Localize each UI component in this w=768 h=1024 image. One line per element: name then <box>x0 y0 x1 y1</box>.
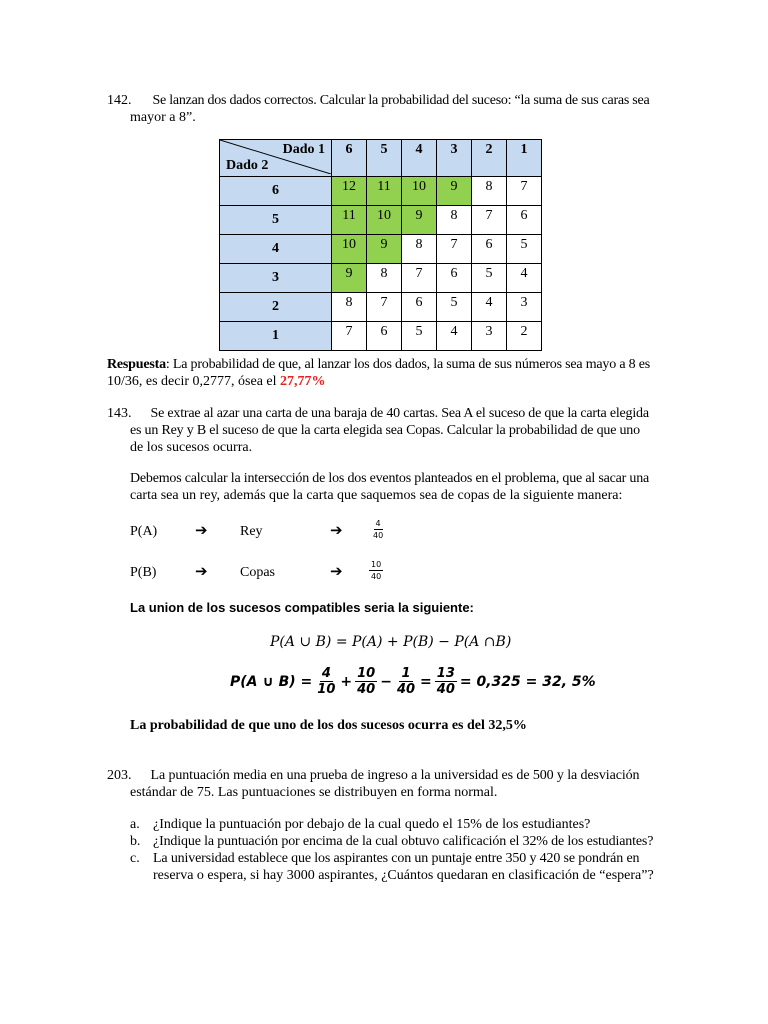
fraction-numerator: 10 <box>357 666 376 681</box>
problem-text-cont: mayor a 8”. <box>130 110 196 125</box>
item-text-cont: reserva o espera, si hay 3000 aspirantes, ¿Cuántos quedaran en clasificación de “espera”? <box>153 868 654 883</box>
problem-203 <box>107 767 677 801</box>
pa-fraction <box>371 518 385 541</box>
table-cell: 8 <box>367 264 402 293</box>
table-cell: 11 <box>332 206 367 235</box>
pb-fraction <box>369 559 383 582</box>
union-heading: La union de los sucesos compatibles seria la siguiente: <box>130 600 474 615</box>
explanation-line: carta sea un rey, además que la carta que saquemos sea de copas de la siguiente manera: <box>130 488 623 503</box>
question-list <box>130 816 690 884</box>
row-header: 2 <box>220 293 332 322</box>
table-cell: 10 <box>402 177 437 206</box>
list-item <box>130 816 690 833</box>
table-cell: 7 <box>507 177 542 206</box>
problem-number: 142. <box>107 93 132 108</box>
col-header: 4 <box>402 140 437 177</box>
arrow-right-icon: ➔ <box>330 562 343 580</box>
table-header-row <box>220 140 542 177</box>
table-cell: 8 <box>402 235 437 264</box>
conclusion-143: La probabilidad de que uno de los dos sucesos ocurra es del 32,5% <box>130 718 527 733</box>
problem-number: 143. <box>107 406 132 421</box>
list-item <box>130 850 690 884</box>
table-cell: 2 <box>507 322 542 351</box>
item-text: ¿Indique la puntuación por encima de la cual obtuvo calificación el 32% de los estudiantes? <box>153 834 654 849</box>
formula-result: = 0,325 = 32, 5% <box>459 673 596 690</box>
problem-203-items <box>130 816 690 884</box>
table-cell: 8 <box>332 293 367 322</box>
problem-143 <box>107 405 677 456</box>
arrow-right-icon: ➔ <box>195 562 208 580</box>
problem-text: Se lanzan dos dados correctos. Calcular la probabilidad del suceso: “la suma de sus caras sea <box>152 93 650 108</box>
table-cell: 8 <box>472 177 507 206</box>
fraction <box>395 666 417 697</box>
col-header: 5 <box>367 140 402 177</box>
table-cell: 10 <box>367 206 402 235</box>
table-cell: 9 <box>402 206 437 235</box>
table-row <box>220 177 542 206</box>
answer-text-cont: 10/36, es decir 0,2777, ósea el <box>107 374 281 389</box>
table-row <box>220 293 542 322</box>
problem-text-cont: es un Rey y B el suceso de que la carta elegida sea Copas. Calcular la probabilidad de que uno <box>130 423 640 438</box>
fraction-denominator: 40 <box>373 531 384 540</box>
table-cell: 4 <box>472 293 507 322</box>
item-label: c. <box>130 851 140 866</box>
table-cell: 4 <box>507 264 542 293</box>
fraction-denominator: 40 <box>357 682 376 697</box>
table-row <box>220 264 542 293</box>
answer-text: : La probabilidad de que, al lanzar los dos dados, la suma de sus números sea mayo a 8 es <box>165 357 650 372</box>
arrow-right-icon: ➔ <box>195 521 208 539</box>
table-cell: 9 <box>437 177 472 206</box>
fraction-numerator: 10 <box>371 560 382 569</box>
row-header: 5 <box>220 206 332 235</box>
table-cell: 5 <box>437 293 472 322</box>
fraction <box>355 666 377 697</box>
problem-142 <box>107 92 667 126</box>
table-row <box>220 322 542 351</box>
fraction-numerator: 13 <box>436 666 455 681</box>
fraction-numerator: 1 <box>401 666 411 681</box>
union-calculation <box>230 666 596 697</box>
table-cell: 7 <box>402 264 437 293</box>
fraction-denominator: 40 <box>436 682 455 697</box>
problem-text: La puntuación media en una prueba de ingreso a la universidad es de 500 y la desviación <box>150 768 640 783</box>
col-header: 6 <box>332 140 367 177</box>
item-label: a. <box>130 817 140 832</box>
table-corner-cell <box>220 140 332 177</box>
table-cell: 11 <box>367 177 402 206</box>
fraction <box>435 666 457 697</box>
table-cell: 3 <box>507 293 542 322</box>
row-header: 3 <box>220 264 332 293</box>
table-cell: 9 <box>367 235 402 264</box>
col-header: 2 <box>472 140 507 177</box>
fraction-numerator: 4 <box>375 519 381 528</box>
operator-plus: + <box>340 673 353 690</box>
answer-highlight: 27,77% <box>280 374 326 389</box>
item-label: b. <box>130 834 141 849</box>
table-cell: 7 <box>437 235 472 264</box>
fraction-numerator: 4 <box>321 666 331 681</box>
table-cell: 6 <box>402 293 437 322</box>
pb-label: P(B) <box>130 565 157 580</box>
table-cell: 6 <box>367 322 402 351</box>
table-cell: 4 <box>437 322 472 351</box>
table-cell: 7 <box>367 293 402 322</box>
table-cell: 7 <box>332 322 367 351</box>
table-cell: 10 <box>332 235 367 264</box>
answer-142 <box>107 356 677 390</box>
problem-text-cont: estándar de 75. Las puntuaciones se distribuyen en forma normal. <box>130 785 498 800</box>
problem-text-cont: de los sucesos ocurra. <box>130 440 253 455</box>
operator-equals: = <box>420 673 432 690</box>
answer-label: Respuesta <box>107 357 166 372</box>
table-row <box>220 235 542 264</box>
operator-minus: − <box>380 673 392 690</box>
dice-sum-table <box>219 139 542 351</box>
list-item <box>130 833 690 850</box>
table-cell: 6 <box>507 206 542 235</box>
explanation-line: Debemos calcular la intersección de los dos eventos planteados en el problema, que al sacar una <box>130 471 650 486</box>
col-header: 1 <box>507 140 542 177</box>
table-cell: 3 <box>472 322 507 351</box>
row-header: 1 <box>220 322 332 351</box>
explanation-paragraph <box>130 470 690 504</box>
arrow-right-icon: ➔ <box>330 521 343 539</box>
union-formula: P(A ∪ B) = P(A) + P(B) − P(A ∩B) <box>270 634 512 650</box>
table-cell: 6 <box>472 235 507 264</box>
fraction-denominator: 40 <box>396 682 416 697</box>
item-text: ¿Indique la puntuación por debajo de la cual quedo el 15% de los estudiantes? <box>153 817 591 832</box>
corner-label-dado1: Dado 1 <box>282 142 325 157</box>
table-cell: 7 <box>472 206 507 235</box>
table-row <box>220 206 542 235</box>
pb-name: Copas <box>240 565 275 580</box>
fraction-denominator: 10 <box>317 682 336 697</box>
formula-lhs: P(A ∪ B) = <box>230 673 313 690</box>
col-header: 3 <box>437 140 472 177</box>
table-cell: 5 <box>472 264 507 293</box>
table-cell: 8 <box>437 206 472 235</box>
table-cell: 6 <box>437 264 472 293</box>
pa-name: Rey <box>240 524 263 539</box>
fraction-denominator: 40 <box>371 572 382 581</box>
table-cell: 5 <box>507 235 542 264</box>
corner-label-dado2: Dado 2 <box>226 158 269 173</box>
table-cell: 9 <box>332 264 367 293</box>
fraction <box>315 666 337 697</box>
table-cell: 12 <box>332 177 367 206</box>
item-text: La universidad establece que los aspirantes con un puntaje entre 350 y 420 se pondrán en <box>153 851 640 866</box>
pa-label: P(A) <box>130 524 158 539</box>
row-header: 6 <box>220 177 332 206</box>
row-header: 4 <box>220 235 332 264</box>
problem-text: Se extrae al azar una carta de una baraja de 40 cartas. Sea A el suceso de que la carta elegida <box>150 406 649 421</box>
table-cell: 5 <box>402 322 437 351</box>
problem-number: 203. <box>107 768 132 783</box>
